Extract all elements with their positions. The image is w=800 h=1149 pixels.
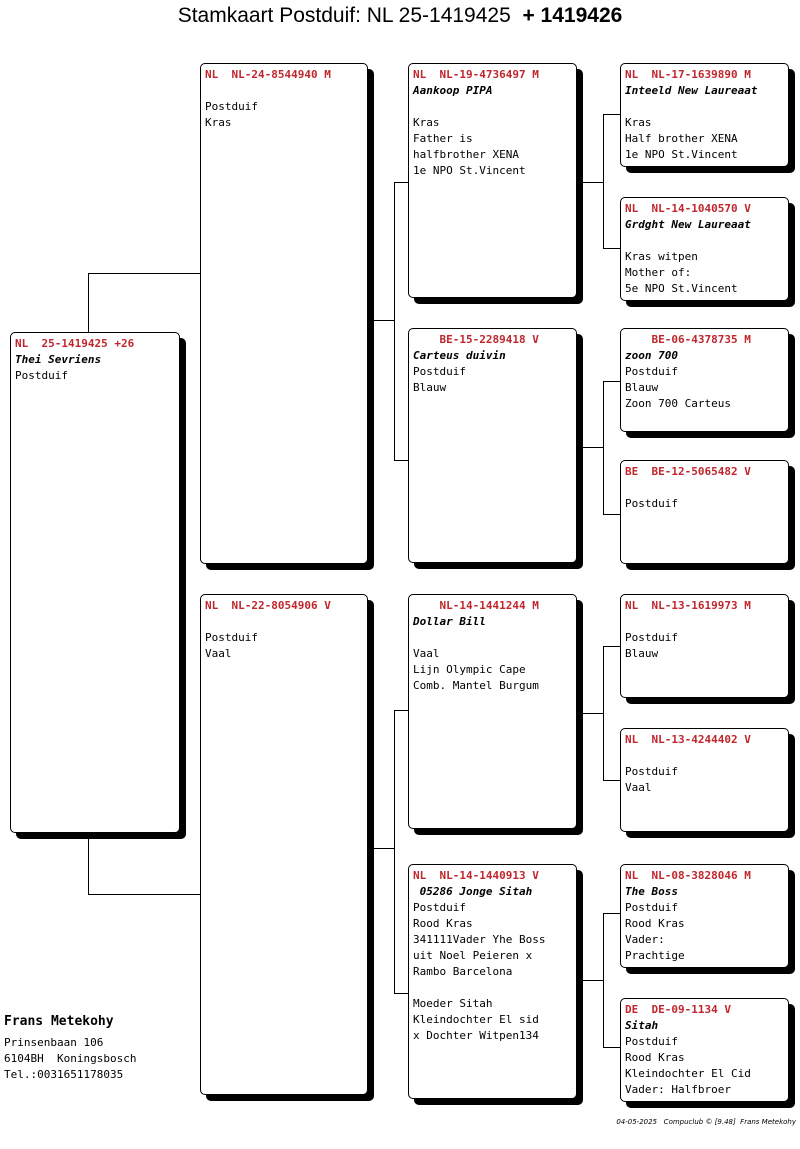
- connector-line: [603, 646, 620, 647]
- pigeon-card-subject[interactable]: NL 25-1419425 +26 Thei Sevriens Postduif: [10, 332, 180, 833]
- connector-line: [603, 646, 604, 780]
- connector-line: [603, 514, 620, 515]
- connector-line: [394, 460, 408, 461]
- connector-line: [368, 320, 394, 321]
- connector-line: [577, 182, 603, 183]
- pigeon-card-father[interactable]: NL NL-24-8544940 M Postduif Kras: [200, 63, 368, 564]
- connector-line: [603, 114, 604, 248]
- connector-line: [394, 182, 395, 460]
- pigeon-card-fff[interactable]: NL NL-17-1639890 M Inteeld New Laureaat Kras Half brother XENA 1e NPO St.Vincent: [620, 63, 789, 167]
- pigeon-card-grandfather-maternal[interactable]: NL-14-1441244 M Dollar Bill Vaal Lijn Olympic Cape Comb. Mantel Burgum: [408, 594, 577, 829]
- connector-line: [88, 273, 200, 274]
- pigeon-card-mmm[interactable]: DE DE-09-1134 V Sitah Postduif Rood Kras Kleindochter El Cid Vader: Halfbroer: [620, 998, 789, 1102]
- owner-phone: Tel.:0031651178035: [4, 1068, 124, 1081]
- pigeon-card-fmf[interactable]: BE-06-4378735 M zoon 700 Postduif Blauw Zoon 700 Carteus: [620, 328, 789, 432]
- connector-line: [603, 913, 604, 1047]
- pigeon-card-fmm[interactable]: BE BE-12-5065482 V Postduif: [620, 460, 789, 564]
- connector-line: [603, 1047, 620, 1048]
- connector-line: [603, 913, 620, 914]
- connector-line: [577, 713, 603, 714]
- pigeon-card-grandfather-paternal[interactable]: NL NL-19-4736497 M Aankoop PIPA Kras Father is halfbrother XENA 1e NPO St.Vincent: [408, 63, 577, 298]
- owner-info: [4, 1014, 136, 1083]
- pigeon-card-mother[interactable]: NL NL-22-8054906 V Postduif Vaal: [200, 594, 368, 1095]
- pigeon-card-grandmother-paternal[interactable]: BE-15-2289418 V Carteus duivin Postduif Blauw: [408, 328, 577, 563]
- owner-address: Prinsenbaan 106: [4, 1036, 104, 1049]
- connector-line: [88, 894, 200, 895]
- connector-line: [368, 848, 394, 849]
- connector-line: [603, 248, 620, 249]
- connector-line: [603, 381, 604, 514]
- connector-line: [394, 993, 408, 994]
- connector-line: [394, 710, 395, 993]
- connector-line: [603, 114, 620, 115]
- pigeon-card-ffm[interactable]: NL NL-14-1040570 V Grdght New Laureaat Kras witpen Mother of: 5e NPO St.Vincent: [620, 197, 789, 301]
- owner-postcode: 6104BH Koningsbosch: [4, 1052, 137, 1065]
- connector-line: [577, 980, 603, 981]
- pigeon-card-grandmother-maternal[interactable]: NL NL-14-1440913 V 05286 Jonge Sitah Postduif Rood Kras 341111Vader Yhe Boss uit Noel Peieren x Rambo Barcelona Moeder Sitah Kleindochter El sid x Dochter Witpen134: [408, 864, 577, 1099]
- footer-credits: 04-05-2025 Compuclub © [9.48] Frans Metekohy: [616, 1118, 796, 1126]
- pigeon-card-mmf[interactable]: NL NL-08-3828046 M The Boss Postduif Rood Kras Vader: Prachtige: [620, 864, 789, 968]
- connector-line: [577, 447, 603, 448]
- owner-name: Frans Metekohy: [4, 1014, 114, 1029]
- connector-line: [603, 780, 620, 781]
- connector-line: [603, 381, 620, 382]
- connector-line: [394, 182, 408, 183]
- pigeon-card-mff[interactable]: NL NL-13-1619973 M Postduif Blauw: [620, 594, 789, 698]
- connector-line: [394, 710, 408, 711]
- pigeon-card-mfm[interactable]: NL NL-13-4244402 V Postduif Vaal: [620, 728, 789, 832]
- page-title: Stamkaart Postduif: NL 25-1419425 + 1419426: [177, 4, 623, 27]
